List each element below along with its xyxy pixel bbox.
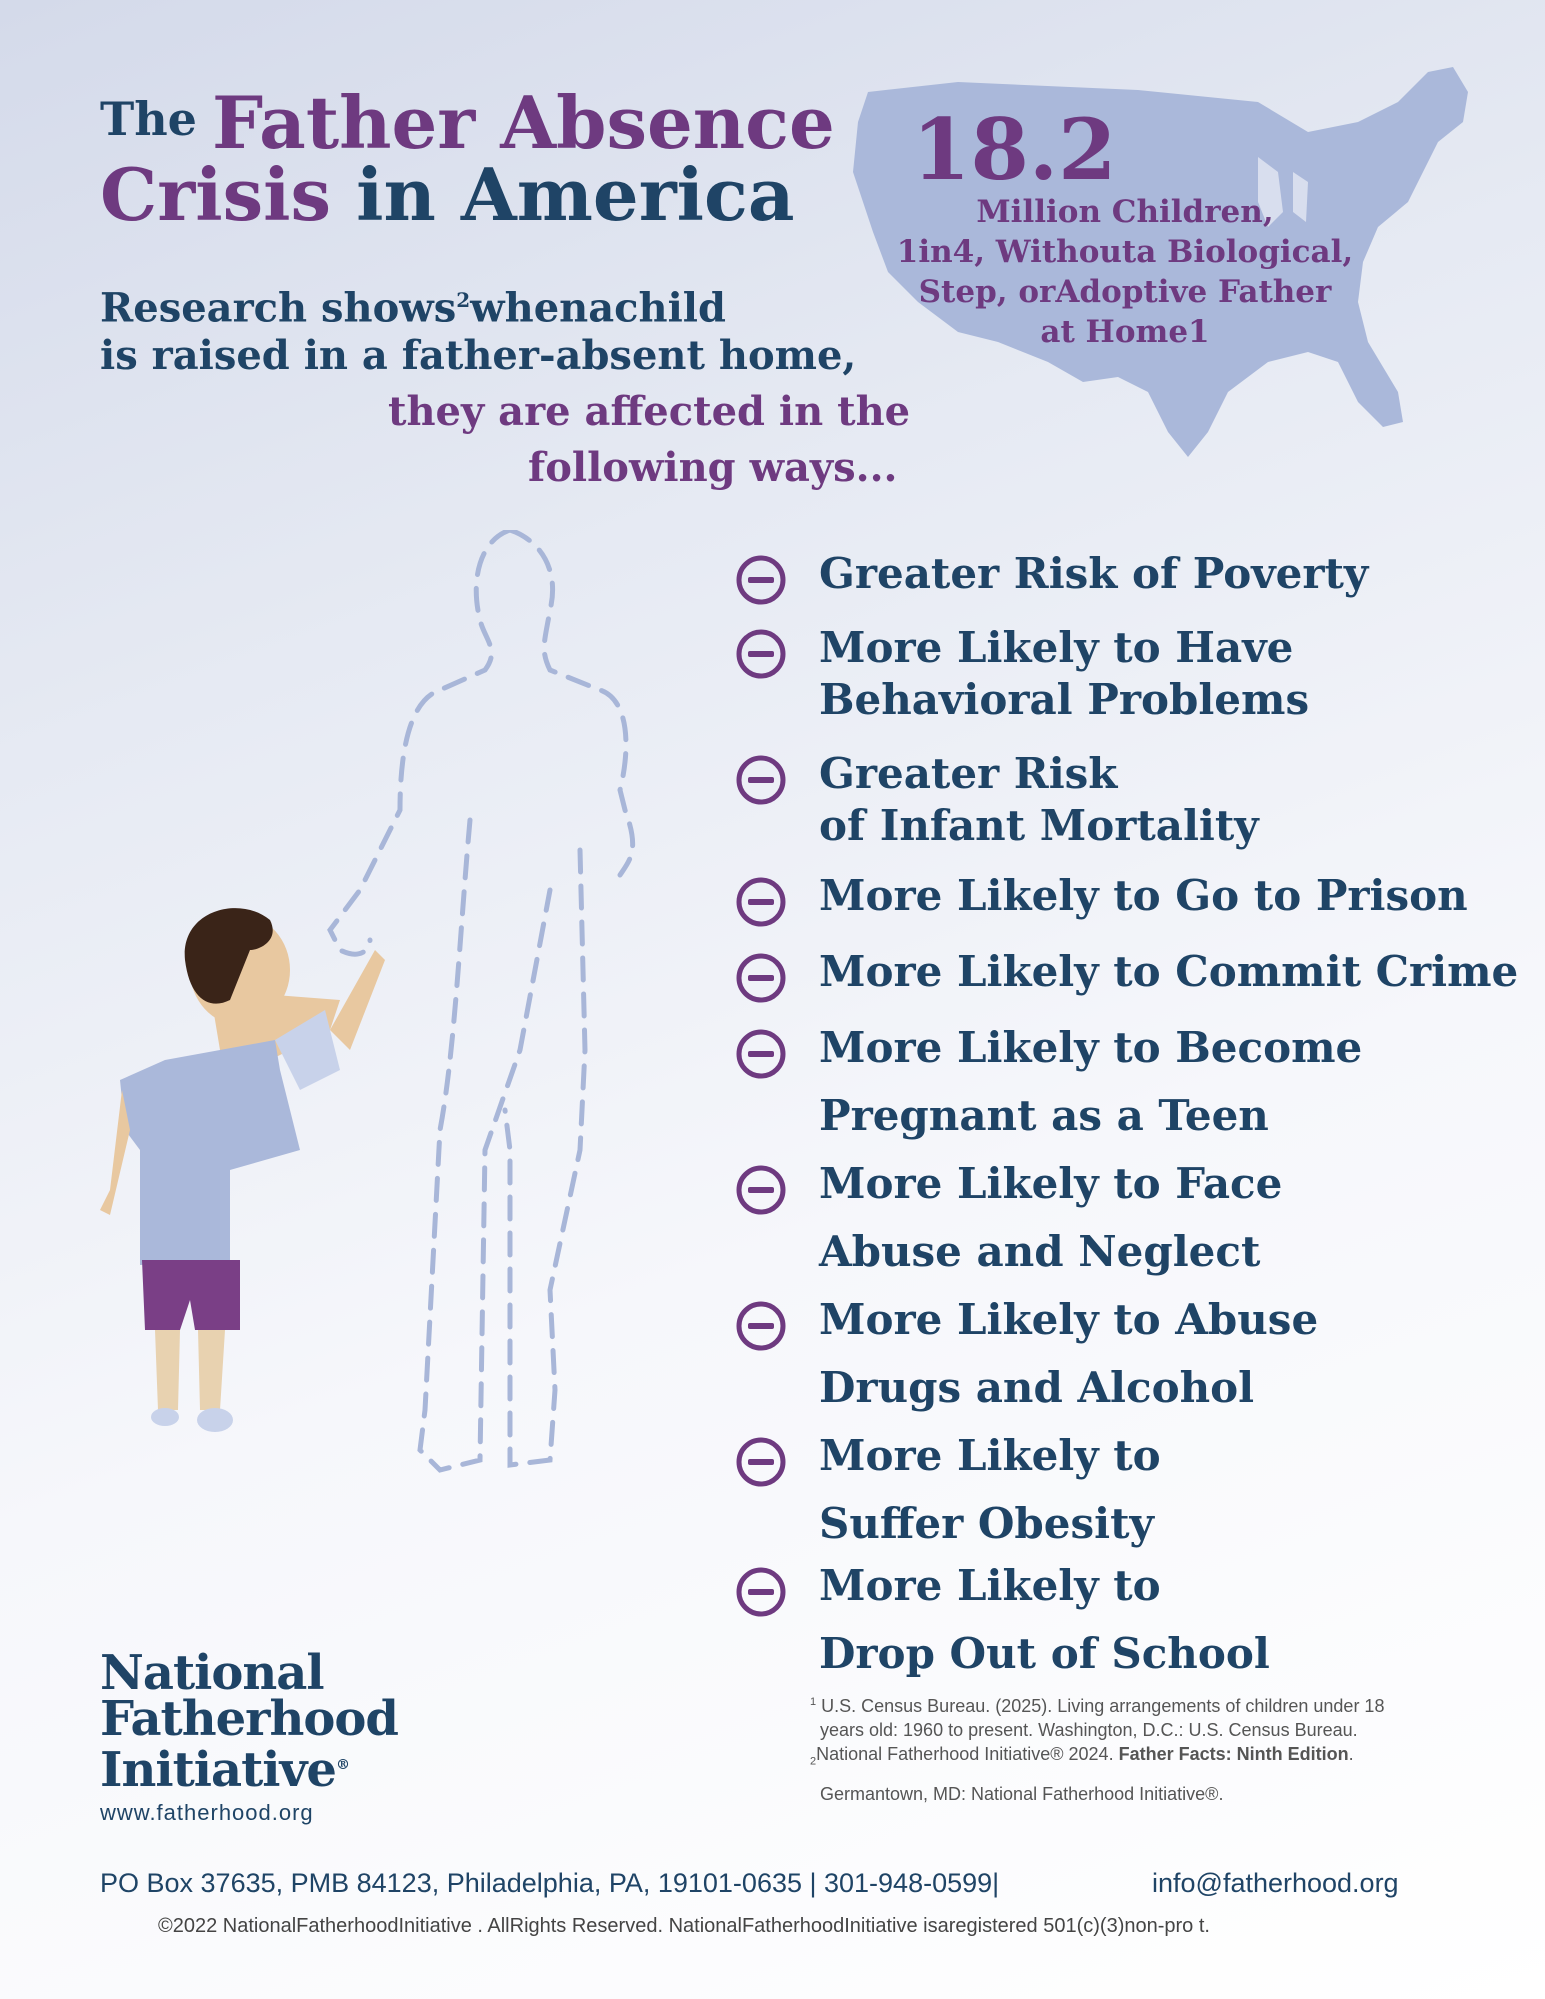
effect-text: [819, 622, 1309, 726]
stat-line-2: 1in4, Withouta Biological,: [896, 234, 1354, 270]
minus-circle-icon: [735, 1566, 787, 1618]
footnote-2-part-a: National Fatherhood Initiative® 2024.: [816, 1744, 1119, 1764]
copyright-notice: ©2022 NationalFatherhoodInitiative . AllRights Reserved. NationalFatherhoodInitiative isaregistered 501(c)(3)non-pro t.: [158, 1915, 1210, 1937]
stat-line-3: Step, orAdoptive Father: [918, 274, 1332, 310]
child-figure: [100, 908, 385, 1432]
effect-line-2: Drop Out of School: [819, 1629, 1270, 1678]
effect-text: [819, 1430, 1161, 1550]
footnote-2-mark: 2: [810, 1755, 817, 1768]
footnote-2-line-2: Germantown, MD: National Fatherhood Initiative®.: [820, 1783, 1224, 1804]
minus-circle-icon: [735, 1300, 787, 1352]
logo-line-3-text: Initiative: [100, 1742, 336, 1798]
intro-line-4: following ways...: [528, 444, 898, 491]
footnote-1: [810, 1690, 1510, 1718]
father-dashed-outline: [330, 530, 633, 1470]
intro-line-2: is raised in a father-absent home,: [100, 332, 857, 379]
effect-line-2: Abuse and Neglect: [819, 1227, 1261, 1276]
effect-line-1: More Likely to Have: [819, 623, 1294, 672]
footnote-1-mark: 1: [810, 1696, 817, 1708]
website-link[interactable]: www.fatherhood.org: [100, 1800, 314, 1825]
minus-circle-icon: [735, 1028, 787, 1080]
title-crisis: Crisis: [100, 152, 332, 237]
contact-address: PO Box 37635, PMB 84123, Philadelphia, PA, 19101-0635 | 301-948-0599|: [100, 1868, 1000, 1898]
intro-superscript: 2: [456, 288, 471, 312]
effect-line-1: Greater Risk of Poverty: [819, 549, 1369, 598]
child-shorts: [142, 1260, 240, 1330]
intro-line-1: [100, 272, 726, 336]
stat-description: [880, 192, 1370, 352]
effect-text: [819, 548, 1368, 600]
effect-text: [819, 1560, 1270, 1680]
effect-line-2: Behavioral Problems: [819, 675, 1310, 724]
footnote-2-book-title: Father Facts: Ninth Edition: [1118, 1744, 1349, 1764]
effect-text: [819, 870, 1468, 922]
minus-circle-icon: [735, 554, 787, 606]
effect-text: [819, 946, 1518, 998]
minus-circle-icon: [735, 628, 787, 680]
logo-line-1: National: [100, 1645, 324, 1701]
stat-line-4: at Home1: [1040, 314, 1210, 350]
minus-circle-icon: [735, 1436, 787, 1488]
minus-circle-icon: [735, 1164, 787, 1216]
nfi-logo: [100, 1645, 398, 1798]
intro-line-3: they are affected in the: [388, 388, 911, 435]
title-father-absence: Father Absence: [212, 80, 835, 165]
stat-line-1: Million Children,: [976, 194, 1274, 230]
minus-circle-icon: [735, 754, 787, 806]
effect-line-1: More Likely to Face: [819, 1159, 1283, 1208]
child-leg-left: [155, 1330, 180, 1410]
child-shoe-right: [197, 1408, 233, 1432]
child-arm-down: [100, 1090, 130, 1215]
intro-line-1-start: Research shows: [100, 284, 457, 332]
stat-number: 18.2: [912, 100, 1117, 199]
title-in-america: in America: [356, 152, 795, 237]
footnotes: [810, 1690, 1510, 1806]
footnote-1-line-2: years old: 1960 to present. Washington, D.C.: U.S. Census Bureau.: [820, 1720, 1358, 1740]
effect-line-1: More Likely to Commit Crime: [819, 947, 1519, 996]
effect-line-1: More Likely to Go to Prison: [819, 871, 1468, 920]
effect-text: [819, 1158, 1282, 1278]
effect-line-1: More Likely to Become: [819, 1023, 1363, 1072]
effect-line-1: More Likely to Abuse: [819, 1295, 1319, 1344]
logo-line-2: Fatherhood: [100, 1691, 398, 1747]
effect-line-1: Greater Risk: [819, 749, 1118, 798]
effect-line-2: Pregnant as a Teen: [819, 1091, 1269, 1140]
logo-line-3: [100, 1742, 398, 1798]
effect-text: [819, 748, 1259, 852]
effect-line-1: More Likely to: [819, 1561, 1161, 1610]
father-child-illustration: [80, 530, 680, 1620]
child-leg-right: [198, 1330, 225, 1410]
effect-text: [819, 1294, 1318, 1414]
footnote-2-part-c: .: [1348, 1744, 1354, 1764]
intro-line-1-end: whenachild: [470, 284, 726, 332]
minus-circle-icon: [735, 876, 787, 928]
effect-line-1: More Likely to: [819, 1431, 1161, 1480]
logo-registered-mark: ®: [335, 1757, 349, 1773]
minus-circle-icon: [735, 952, 787, 1004]
title-the: The: [100, 92, 197, 146]
effect-text: [819, 1022, 1362, 1142]
effect-line-2: Drugs and Alcohol: [819, 1363, 1255, 1412]
email-link[interactable]: info@fatherhood.org: [1152, 1868, 1399, 1898]
effect-line-2: of Infant Mortality: [819, 801, 1259, 850]
footnote-2: [810, 1742, 1510, 1774]
child-shoe-left: [151, 1408, 179, 1426]
child-shirt: [120, 1040, 300, 1265]
footnote-1-line-1: U.S. Census Bureau. (2025). Living arrangements of children under 18: [821, 1696, 1385, 1716]
title-crisis-in-america: [100, 152, 795, 237]
effect-line-2: Suffer Obesity: [819, 1499, 1154, 1548]
